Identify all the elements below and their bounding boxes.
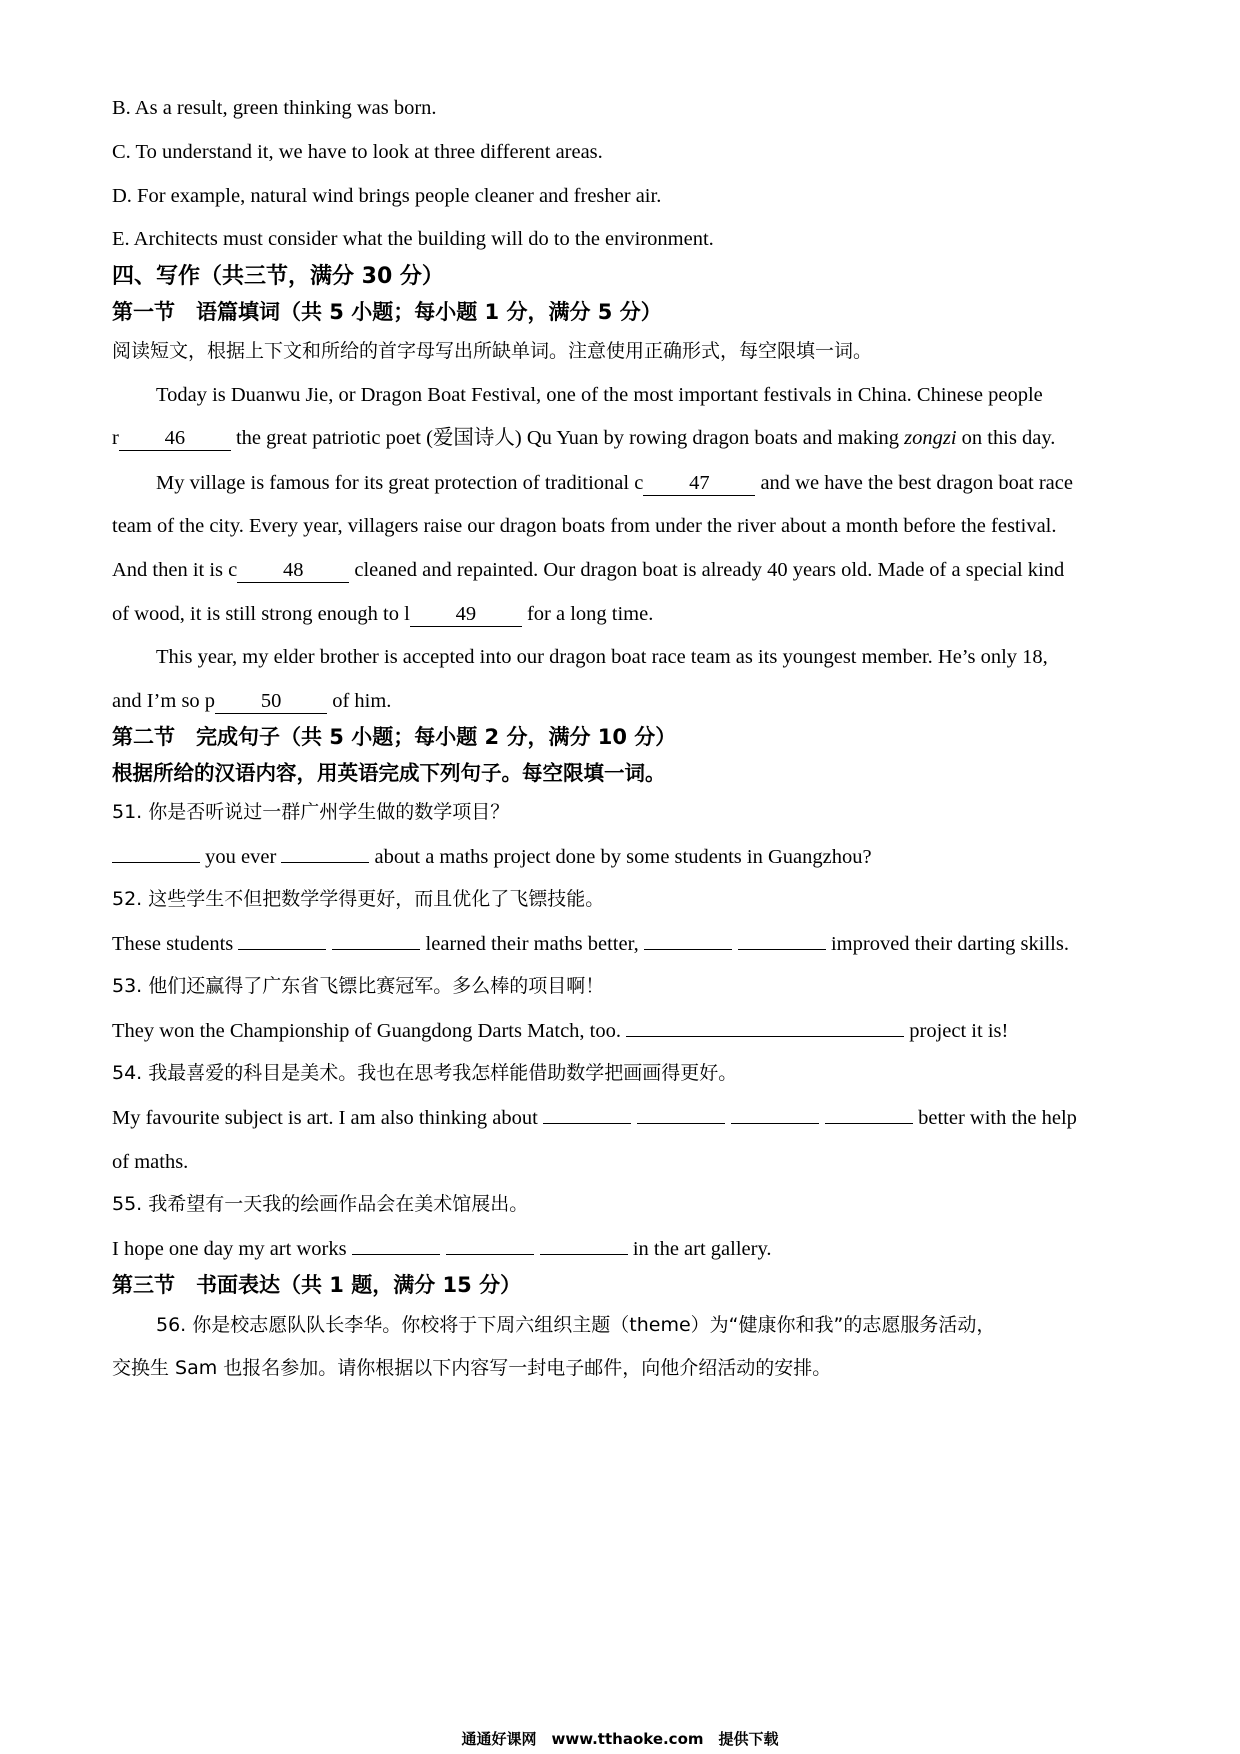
passage-p3-line2 bbox=[112, 691, 1130, 714]
text-fragment: of him. bbox=[327, 690, 392, 712]
part2-instruction: 根据所给的汉语内容，用英语完成下列句子。每空限填一词。 bbox=[112, 761, 666, 785]
blank-48[interactable]: 48 bbox=[237, 560, 349, 583]
passage-p3-line1: This year, my elder brother is accepted into our dragon boat race team as its youngest member. He’s only 18, bbox=[156, 646, 1048, 668]
text-fragment: and we have the best dragon boat race bbox=[755, 472, 1073, 494]
answer-blank[interactable] bbox=[540, 1253, 628, 1255]
q53-sentence bbox=[112, 1021, 1130, 1042]
text-fragment: And then it is c bbox=[112, 559, 238, 581]
blank-50[interactable]: 50 bbox=[215, 691, 327, 714]
passage-p2-line2: team of the city. Every year, villagers raise our dragon boats from under the river about a month before the festival. bbox=[112, 515, 1057, 537]
passage-p2-line1 bbox=[156, 473, 1130, 496]
text-fragment: My favourite subject is art. I am also thinking about bbox=[112, 1107, 543, 1129]
answer-blank[interactable] bbox=[626, 1035, 904, 1037]
answer-blank[interactable] bbox=[543, 1122, 631, 1124]
text-fragment: project it is! bbox=[904, 1020, 1009, 1042]
q53-chinese: 53. 他们还赢得了广东省飞镖比赛冠军。多么棒的项目啊！ bbox=[112, 975, 605, 997]
q52-sentence bbox=[112, 934, 1130, 955]
q51-chinese: 51. 你是否听说过一群广州学生做的数学项目？ bbox=[112, 801, 510, 823]
italic-word: zongzi bbox=[904, 427, 957, 449]
text-fragment: They won the Championship of Guangdong Darts Match, too. bbox=[112, 1020, 627, 1042]
answer-blank[interactable] bbox=[446, 1253, 534, 1255]
answer-blank[interactable] bbox=[352, 1253, 440, 1255]
q55-sentence bbox=[112, 1239, 1130, 1260]
q54-sentence bbox=[112, 1108, 1130, 1129]
text-fragment: I hope one day my art works bbox=[112, 1238, 352, 1260]
text-fragment: the great patriotic poet (爱国诗人) Qu Yuan by rowing dragon boats and making bbox=[230, 427, 905, 449]
text-fragment: better with the help bbox=[912, 1107, 1077, 1129]
answer-blank[interactable] bbox=[738, 948, 826, 950]
passage-p2-line3 bbox=[112, 560, 1130, 583]
answer-blank[interactable] bbox=[332, 948, 420, 950]
blank-47[interactable]: 47 bbox=[643, 473, 755, 496]
q56-line1: 56. 你是校志愿队队长李华。你校将于下周六组织主题（theme）为“健康你和我”的志愿服务活动， bbox=[156, 1314, 996, 1336]
answer-blank[interactable] bbox=[112, 861, 200, 863]
text-fragment: of wood, it is still strong enough to l bbox=[112, 603, 410, 625]
answer-blank[interactable] bbox=[731, 1122, 819, 1124]
page-footer: 通通好课网 www.tthaoke.com 提供下载 bbox=[461, 1730, 779, 1748]
passage-p2-line4 bbox=[112, 604, 1130, 627]
text-fragment: on this day. bbox=[956, 427, 1056, 449]
q54-chinese: 54. 我最喜爱的科目是美术。我也在思考我怎样能借助数学把画画得更好。 bbox=[112, 1062, 738, 1084]
passage-p1-line1: Today is Duanwu Jie, or Dragon Boat Festival, one of the most important festivals in China. Chinese people bbox=[156, 384, 1043, 406]
answer-blank[interactable] bbox=[238, 948, 326, 950]
answer-blank[interactable] bbox=[644, 948, 732, 950]
blank-49[interactable]: 49 bbox=[410, 604, 522, 627]
answer-blank[interactable] bbox=[281, 861, 369, 863]
text-fragment: learned their maths better, bbox=[420, 933, 644, 955]
option-e: E. Architects must consider what the building will do to the environment. bbox=[112, 228, 714, 250]
option-c: C. To understand it, we have to look at three different areas. bbox=[112, 141, 603, 163]
text-fragment: you ever bbox=[200, 846, 282, 868]
text-fragment: r bbox=[112, 427, 119, 449]
blank-46[interactable]: 46 bbox=[119, 428, 231, 451]
option-b: B. As a result, green thinking was born. bbox=[112, 97, 437, 119]
text-fragment: and I’m so p bbox=[112, 690, 216, 712]
q55-chinese: 55. 我希望有一天我的绘画作品会在美术馆展出。 bbox=[112, 1193, 529, 1215]
text-fragment: cleaned and repainted. Our dragon boat is already 40 years old. Made of a special kind bbox=[349, 559, 1065, 581]
text-fragment: My village is famous for its great protection of traditional c bbox=[156, 472, 644, 494]
section-title: 四、写作（共三节，满分 30 分） bbox=[112, 264, 444, 289]
part3-title: 第三节 书面表达（共 1 题，满分 15 分） bbox=[112, 1273, 522, 1297]
q54-sentence-cont: of maths. bbox=[112, 1151, 189, 1173]
q56-line2: 交换生 Sam 也报名参加。请你根据以下内容写一封电子邮件，向他介绍活动的安排。 bbox=[112, 1357, 832, 1379]
part1-title: 第一节 语篇填词（共 5 小题；每小题 1 分，满分 5 分） bbox=[112, 300, 662, 324]
text-fragment: improved their darting skills. bbox=[825, 933, 1069, 955]
text-fragment: for a long time. bbox=[521, 603, 654, 625]
part1-instruction: 阅读短文，根据上下文和所给的首字母写出所缺单词。注意使用正确形式，每空限填一词。 bbox=[112, 340, 873, 362]
answer-blank[interactable] bbox=[637, 1122, 725, 1124]
q52-chinese: 52. 这些学生不但把数学学得更好，而且优化了飞镖技能。 bbox=[112, 888, 605, 910]
part2-title: 第二节 完成句子（共 5 小题；每小题 2 分，满分 10 分） bbox=[112, 725, 677, 749]
text-fragment: in the art gallery. bbox=[627, 1238, 772, 1260]
text-fragment: about a maths project done by some students in Guangzhou? bbox=[369, 846, 872, 868]
option-d: D. For example, natural wind brings people cleaner and fresher air. bbox=[112, 185, 662, 207]
passage-p1-line2 bbox=[112, 428, 1130, 451]
q51-sentence bbox=[112, 847, 1130, 868]
answer-blank[interactable] bbox=[825, 1122, 913, 1124]
text-fragment: These students bbox=[112, 933, 239, 955]
